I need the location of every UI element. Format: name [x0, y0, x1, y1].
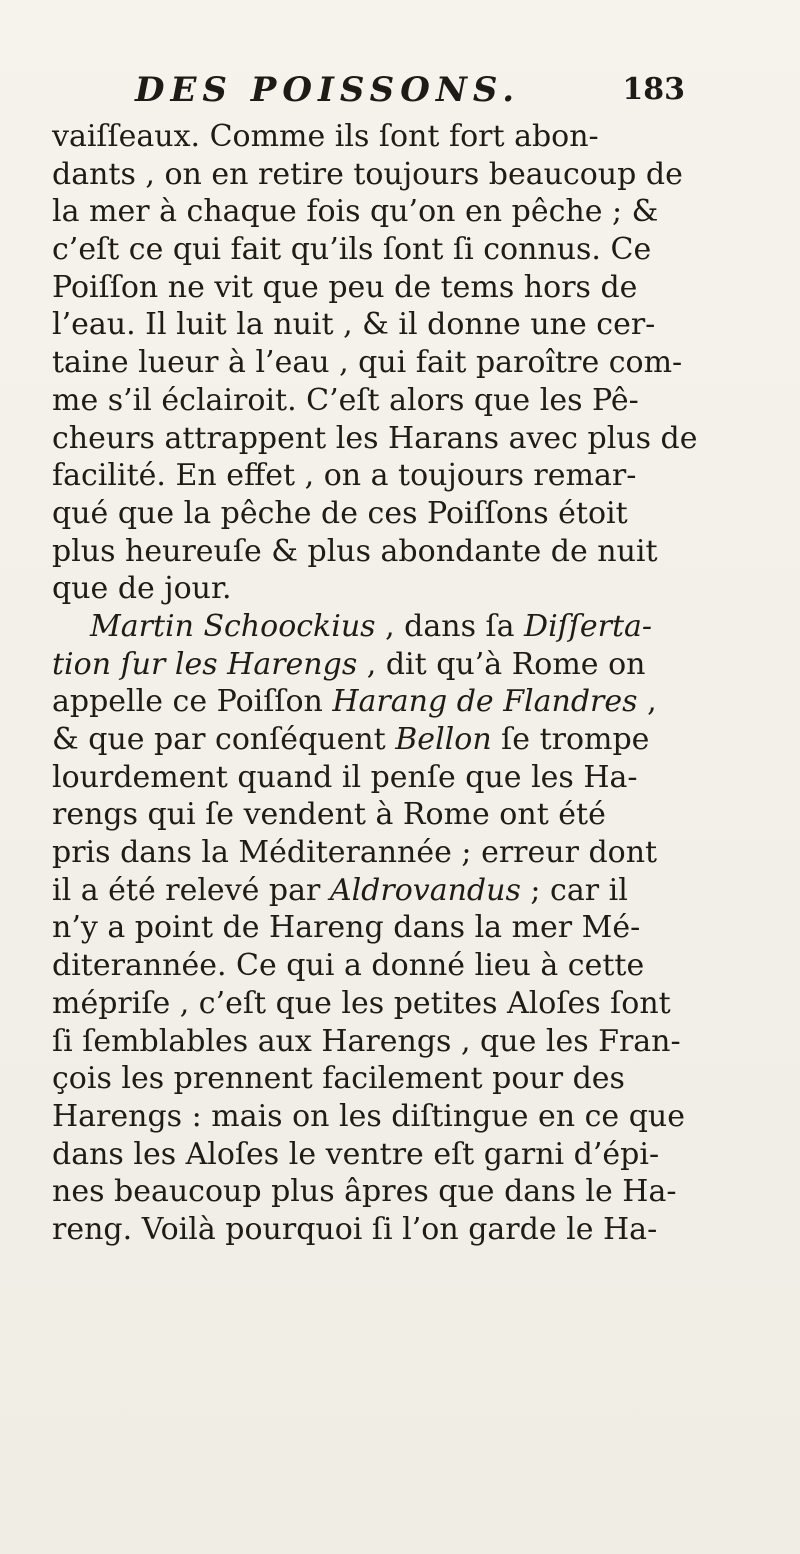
text-segment: dants , on en retire toujours beaucoup de: [52, 156, 683, 192]
text-segment: n’y a point de Hareng dans la mer Mé-: [52, 910, 641, 946]
text-line: [52, 533, 792, 571]
text-line: [52, 721, 792, 759]
text-segment: , dans ſa: [375, 608, 525, 644]
text-segment: diterannée. Ce qui a donné lieu à cette: [52, 948, 645, 984]
text-segment: lourdement quand il penſe que les Ha-: [52, 759, 638, 795]
text-segment: appelle ce Poiſſon: [52, 684, 333, 720]
italic-text: Aldrovandus: [329, 872, 521, 908]
text-line: [52, 457, 792, 495]
text-line: [52, 759, 792, 797]
text-segment: il a été relevé par: [52, 872, 330, 908]
text-segment: cheurs attrappent les Harans avec plus de: [52, 420, 698, 456]
text-line: [52, 193, 792, 231]
text-segment: nes beaucoup plus âpres que dans le Ha-: [52, 1174, 677, 1210]
text-line: [52, 156, 792, 194]
text-segment: reng. Voilà pourquoi ſi l’on garde le Ha-: [52, 1211, 658, 1247]
text-segment: taine lueur à l’eau , qui fait paroître com-: [52, 345, 683, 381]
body-text: [52, 118, 792, 1249]
text-line: [52, 344, 792, 382]
text-line: [52, 1023, 792, 1061]
text-line: [52, 796, 792, 834]
text-line: [52, 118, 792, 156]
text-segment: dans les Aloſes le ventre eſt garni d’épi-: [52, 1136, 660, 1172]
text-segment: mépriſe , c’eſt que les petites Aloſes ſont: [52, 985, 671, 1021]
text-segment: ; car il: [520, 872, 628, 908]
text-line: [52, 646, 792, 684]
italic-text: tion ſur les Harengs: [52, 646, 358, 682]
text-line: [52, 683, 792, 721]
text-line: [52, 872, 792, 910]
running-head: DES POISSONS.: [135, 70, 521, 110]
text-segment: ,: [637, 684, 657, 720]
text-segment: pris dans la Méditerannée ; erreur dont: [52, 835, 658, 871]
text-segment: Poiſſon ne vit que peu de tems hors de: [52, 269, 638, 305]
text-line: [52, 269, 792, 307]
text-line: [52, 495, 792, 533]
text-segment: facilité. En effet , on a toujours remar-: [52, 458, 637, 494]
text-segment: me s’il éclairoit. C’eſt alors que les Pê-: [52, 382, 639, 418]
text-segment: ſi ſemblables aux Harengs , que les Fran-: [52, 1023, 681, 1059]
text-segment: çois les prennent facilement pour des: [52, 1061, 625, 1097]
text-line: [52, 1136, 792, 1174]
page-number: 183: [622, 72, 685, 107]
text-line: [52, 382, 792, 420]
text-segment: ſe trompe: [491, 722, 650, 757]
text-line: [52, 420, 792, 458]
text-line: [52, 1173, 792, 1211]
text-line: [52, 608, 792, 646]
text-line: [52, 1211, 792, 1249]
italic-text: Harang de Flandres: [332, 684, 638, 720]
text-segment: la mer à chaque fois qu’on en pêche ; &: [52, 194, 659, 230]
text-segment: l’eau. Il luit la nuit , & il donne une cer-: [52, 307, 656, 343]
text-line: [52, 985, 792, 1023]
text-segment: Harengs : mais on les diſtingue en ce que: [52, 1098, 685, 1134]
italic-text: Bellon: [395, 722, 492, 757]
text-segment: que de jour.: [52, 571, 232, 607]
italic-text: Martin Schoockius: [90, 608, 376, 644]
text-segment: , dit qu’à Rome on: [357, 646, 646, 682]
text-line: [52, 1098, 792, 1136]
text-segment: vaiſſeaux. Comme ils ſont fort abon-: [52, 119, 599, 154]
text-line: [52, 306, 792, 344]
text-segment: c’eſt ce qui fait qu’ils ſont ſi connus. Ce: [52, 232, 652, 268]
text-line: [52, 1060, 792, 1098]
text-line: [52, 570, 792, 608]
page-header: [125, 70, 685, 120]
text-segment: plus heureuſe & plus abondante de nuit: [52, 533, 658, 569]
text-segment: rengs qui ſe vendent à Rome ont été: [52, 797, 606, 833]
text-segment: qué que la pêche de ces Poiſſons étoit: [52, 495, 628, 531]
text-line: [52, 909, 792, 947]
text-line: [52, 231, 792, 269]
text-segment: & que par conſéquent: [52, 722, 396, 757]
text-line: [52, 834, 792, 872]
italic-text: Diſſerta-: [524, 608, 653, 644]
text-line: [52, 947, 792, 985]
